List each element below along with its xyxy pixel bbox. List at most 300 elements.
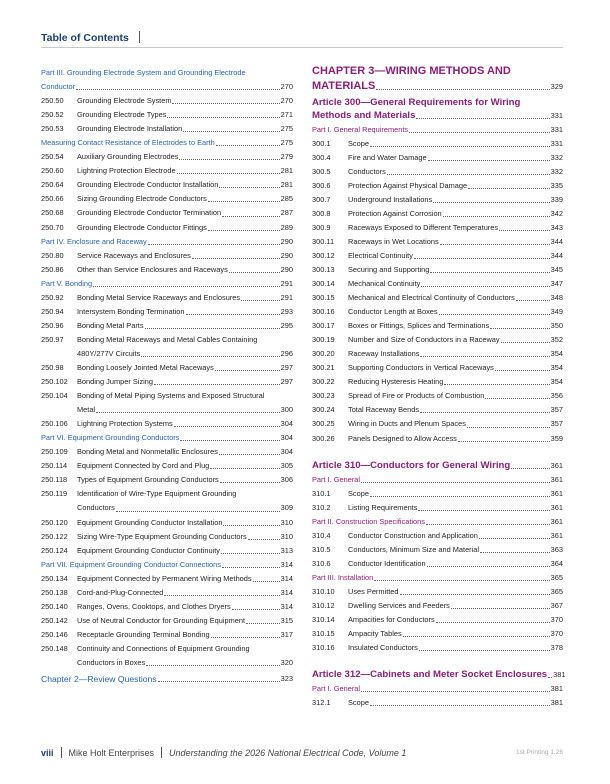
dot-leader <box>253 581 280 582</box>
toc-entry-number: 300.7 <box>312 194 331 204</box>
toc-entry-title: Identification of Wire-Type Equipment Grounding <box>77 489 237 499</box>
toc-entry-title: Equipment Connected by Cord and Plug <box>77 461 210 471</box>
toc-entry-title: Bonding Metal and Nonmetallic Enclosures <box>77 447 218 457</box>
toc-entry-title: Conductors <box>348 166 386 176</box>
toc-entry-number: 250.80 <box>41 250 64 260</box>
toc-entry[interactable] <box>312 417 563 431</box>
toc-entry[interactable] <box>312 403 563 417</box>
dot-leader <box>436 622 550 623</box>
toc-entry-title: Conductor Identification <box>348 558 426 568</box>
toc-entry[interactable] <box>41 206 293 220</box>
toc-entry-page: 350 <box>550 321 563 331</box>
toc-entry-number: 300.13 <box>312 264 335 274</box>
toc-entry-page: 289 <box>280 222 293 232</box>
toc-entry-number: 250.96 <box>41 320 64 330</box>
dot-leader <box>479 538 550 539</box>
toc-entry-title: Grounding Electrode System <box>77 96 172 106</box>
toc-entry-title: Wiring in Ducts and Plenum Spaces <box>348 419 466 429</box>
toc-entry-number: 300.5 <box>312 166 331 176</box>
toc-entry-title: Bonding Metal Raceways and Metal Cables Containing <box>77 334 258 344</box>
toc-part-heading[interactable]: Part III. Grounding Electrode System and Grounding Electrode <box>41 68 246 77</box>
toc-entry[interactable] <box>312 389 563 403</box>
footer-book-title: Understanding the 2026 National Electrical Code, Volume 1 <box>169 748 407 758</box>
toc-entry-number: 250.109 <box>41 447 68 457</box>
dot-leader <box>370 496 550 497</box>
toc-entry[interactable] <box>312 165 563 179</box>
toc-entry[interactable] <box>41 94 293 108</box>
dot-leader <box>172 103 279 104</box>
toc-entry[interactable] <box>41 642 293 656</box>
toc-entry[interactable] <box>41 150 293 164</box>
toc-entry-number: 310.1 <box>312 488 331 498</box>
toc-entry[interactable] <box>312 333 563 347</box>
toc-entry-page: 295 <box>280 320 293 330</box>
toc-entry[interactable] <box>312 319 563 333</box>
toc-entry-continued[interactable] <box>41 347 293 361</box>
toc-entry-title: Fire and Water Damage <box>348 152 427 162</box>
toc-entry-title: Intersystem Bonding Termination <box>77 306 185 316</box>
toc-entry-number: 250.119 <box>41 489 68 499</box>
toc-entry[interactable] <box>41 263 293 277</box>
toc-entry-title: Bonding Metal Service Raceways and Enclosures <box>77 292 241 302</box>
toc-entry-title: Raceways in Wet Locations <box>348 236 439 246</box>
toc-entry-title: Bonding Metal Parts <box>77 320 144 330</box>
dot-leader <box>248 539 280 540</box>
toc-entry-number: 250.50 <box>41 96 64 106</box>
toc-article-heading[interactable]: Article 310—Conductors for General Wiring 361 <box>312 459 563 471</box>
toc-entry-page: 310 <box>280 517 293 527</box>
toc-entry[interactable] <box>41 600 293 614</box>
dot-leader <box>211 637 280 638</box>
dot-leader <box>501 342 550 343</box>
toc-entry[interactable] <box>312 305 563 319</box>
toc-entry[interactable] <box>41 516 293 530</box>
dot-leader <box>444 384 549 385</box>
toc-entry-continued[interactable] <box>41 656 293 670</box>
dot-leader <box>490 328 549 329</box>
toc-entry-title: Supporting Conductors in Vertical Raceways <box>348 363 494 373</box>
toc-entry-number: 310.12 <box>312 601 335 610</box>
toc-entry[interactable] <box>312 151 563 165</box>
toc-entry[interactable] <box>41 628 293 642</box>
toc-entry-number: 250.98 <box>41 362 64 372</box>
toc-entry-number: 300.15 <box>312 293 335 303</box>
toc-entry-page: 361 <box>550 488 563 498</box>
toc-entry-title: Grounding Electrode Conductor Termination <box>77 208 222 218</box>
dot-leader <box>167 117 279 118</box>
toc-entry[interactable] <box>312 641 563 655</box>
toc-part-heading[interactable]: Part VII. Equipment Grounding Conductor Connections 314 <box>41 559 293 569</box>
toc-entry[interactable] <box>312 375 563 389</box>
dot-leader <box>177 173 280 174</box>
toc-entry[interactable] <box>312 613 563 627</box>
toc-article-heading[interactable]: Methods and Materials 331 <box>312 109 563 121</box>
toc-entry[interactable] <box>41 614 293 628</box>
toc-entry[interactable] <box>41 586 293 600</box>
toc-entry-number: 310.2 <box>312 502 331 512</box>
toc-entry-title: Conductors <box>77 503 115 513</box>
toc-entry[interactable] <box>41 375 293 389</box>
toc-entry-page: 347 <box>550 279 563 289</box>
dot-leader <box>430 272 549 273</box>
dot-leader <box>440 244 550 245</box>
toc-entry-title: Bonding Jumper Sizing <box>77 377 154 387</box>
toc-entry[interactable] <box>41 291 293 305</box>
toc-entry-page: 331 <box>550 138 563 148</box>
dot-leader <box>418 510 549 511</box>
toc-entry-page: 314 <box>280 573 293 583</box>
toc-entry-number: 250.64 <box>41 180 64 190</box>
toc-entry-number: 310.16 <box>312 643 335 653</box>
toc-entry-title: Bonding of Metal Piping Systems and Exposed Structural <box>77 391 265 401</box>
toc-entry[interactable] <box>312 696 563 710</box>
toc-entry-title: Lightning Protection Systems <box>77 419 173 429</box>
dot-leader <box>370 705 550 706</box>
toc-entry-title: Conductor Length at Boxes <box>348 307 438 317</box>
toc-entry-title: Conductors, Minimum Size and Material <box>348 544 480 554</box>
toc-entry-number: 300.8 <box>312 208 331 218</box>
toc-entry-page: 297 <box>280 362 293 372</box>
toc-entry[interactable] <box>41 164 293 178</box>
toc-entry-number: 300.26 <box>312 433 335 443</box>
toc-entry-number: 250.53 <box>41 124 64 134</box>
dot-leader <box>495 370 550 371</box>
toc-entry-number: 312.1 <box>312 698 331 708</box>
toc-part-heading[interactable]: Part VI. Equipment Grounding Conductors 304 <box>41 433 293 443</box>
toc-entry-number: 310.5 <box>312 544 331 554</box>
toc-entry-title: Grounding Electrode Conductor Installation <box>77 180 219 190</box>
toc-entry-page: 309 <box>280 503 293 513</box>
toc-entry-title: Grounding Electrode Types <box>77 110 167 120</box>
toc-entry[interactable] <box>41 544 293 558</box>
toc-entry-continued[interactable] <box>41 403 293 417</box>
toc-entry-number: 300.23 <box>312 391 335 401</box>
dot-leader <box>433 202 549 203</box>
toc-entry-number: 250.148 <box>41 643 68 653</box>
dot-leader <box>420 356 549 357</box>
toc-entry-title: Other than Service Enclosures and Raceways <box>77 264 228 274</box>
footer-printing: 1st Printing 1.26 <box>516 749 563 756</box>
toc-entry-title: Scope <box>348 698 369 708</box>
toc-entry[interactable] <box>41 221 293 235</box>
toc-entry-page: 344 <box>550 250 563 260</box>
toc-entry-page: 367 <box>550 601 563 610</box>
toc-entry-title: Dwelling Services and Feeders <box>348 601 450 610</box>
toc-entry-number: 300.4 <box>312 152 331 162</box>
toc-entry-title: Protection Against Corrosion <box>348 208 442 218</box>
toc-entry[interactable] <box>312 487 563 501</box>
toc-entry-number: 250.68 <box>41 208 64 218</box>
toc-entry-title: Uses Permitted <box>348 586 399 596</box>
toc-entry-number: 250.86 <box>41 264 64 274</box>
toc-entry[interactable] <box>312 599 563 613</box>
toc-entry-page: 332 <box>550 166 563 176</box>
toc-review-questions[interactable]: Chapter 2—Review Questions 323 <box>41 674 293 685</box>
toc-entry-page: 335 <box>550 180 563 190</box>
header-title: Table of Contents <box>41 32 129 44</box>
toc-entry-number: 310.15 <box>312 629 335 639</box>
toc-entry-page: 361 <box>550 502 563 512</box>
toc-entry-page: 361 <box>550 530 563 540</box>
dot-leader <box>146 665 279 666</box>
dot-leader <box>192 258 280 259</box>
toc-entry[interactable] <box>312 361 563 375</box>
toc-sub-heading[interactable]: Measuring Contact Resistance of Electrodes to Earth 275 <box>41 138 293 148</box>
toc-entry[interactable] <box>312 179 563 193</box>
dot-leader <box>370 146 550 147</box>
toc-entry-title: Underground Installations <box>348 194 433 204</box>
toc-entry-page: 320 <box>280 657 293 667</box>
toc-entry[interactable] <box>41 361 293 375</box>
toc-entry-title: Ampacity Tables <box>348 629 402 639</box>
toc-entry[interactable] <box>312 432 563 446</box>
dot-leader <box>222 216 280 217</box>
toc-entry-number: 300.6 <box>312 180 331 190</box>
toc-entry-title: Protection Against Physical Damage <box>348 180 468 190</box>
toc-entry[interactable] <box>312 627 563 641</box>
toc-entry-title: Mechanical Continuity <box>348 279 421 289</box>
toc-entry[interactable] <box>41 389 293 403</box>
toc-entry-page: 354 <box>550 363 563 373</box>
toc-entry-title: Types of Equipment Grounding Conductors <box>77 475 219 485</box>
toc-entry-page: 357 <box>550 405 563 415</box>
toc-entry-title: Panels Designed to Allow Access <box>348 433 457 443</box>
toc-entry-title: Service Raceways and Enclosures <box>77 250 191 260</box>
toc-entry[interactable] <box>312 347 563 361</box>
toc-entry-title: Sizing Grounding Electrode Conductors <box>77 194 207 204</box>
toc-chapter-heading[interactable]: MATERIALS 329 <box>312 79 563 92</box>
toc-entry[interactable] <box>312 137 563 151</box>
toc-entry-page: 281 <box>280 166 293 176</box>
toc-entry-title: Total Raceway Bends <box>348 405 420 415</box>
toc-entry-page: 342 <box>550 208 563 218</box>
toc-part-heading[interactable]: Part I. General 381 <box>312 684 563 694</box>
toc-entry-continued[interactable] <box>41 501 293 515</box>
toc-entry-title: Electrical Continuity <box>348 250 413 260</box>
toc-entry-page: 364 <box>550 558 563 568</box>
toc-entry-title: Listing Requirements <box>348 502 418 512</box>
toc-entry[interactable] <box>41 178 293 192</box>
toc-entry-number: 250.118 <box>41 475 68 485</box>
toc-entry-title: Securing and Supporting <box>348 264 430 274</box>
toc-entry-number: 300.21 <box>312 363 335 373</box>
toc-entry-title: Grounding Electrode Conductor Fittings <box>77 222 207 232</box>
toc-entry-number: 250.54 <box>41 152 64 162</box>
dot-leader <box>419 650 550 651</box>
toc-right-column <box>312 65 566 710</box>
toc-entry-number: 250.60 <box>41 166 64 176</box>
toc-entry-title: Sizing Wire-Type Equipment Grounding Conductors <box>77 531 247 541</box>
toc-entry-page: 345 <box>550 264 563 274</box>
dot-leader <box>451 608 550 609</box>
toc-entry[interactable] <box>312 207 563 221</box>
toc-entry-page: 290 <box>280 250 293 260</box>
toc-entry-number: 250.140 <box>41 601 68 611</box>
toc-entry-page: 290 <box>280 264 293 274</box>
toc-entry-page: 281 <box>280 180 293 190</box>
toc-entry[interactable] <box>312 277 563 291</box>
toc-entry[interactable] <box>312 585 563 599</box>
toc-entry[interactable] <box>41 192 293 206</box>
dot-leader <box>208 201 280 202</box>
toc-entry-number: 300.20 <box>312 349 335 359</box>
toc-entry-number: 300.11 <box>312 236 335 246</box>
header-divider <box>139 31 140 43</box>
toc-part-heading[interactable]: Conductor 270 <box>41 82 293 92</box>
toc-entry-page: 293 <box>280 306 293 316</box>
toc-entry-number: 300.16 <box>312 307 335 317</box>
toc-entry-number: 250.138 <box>41 587 68 597</box>
toc-chapter-heading[interactable]: CHAPTER 3—WIRING METHODS AND <box>312 65 511 77</box>
dot-leader <box>96 412 280 413</box>
toc-entry-number: 300.25 <box>312 419 335 429</box>
toc-entry-page: 354 <box>550 349 563 359</box>
toc-entry-page: 344 <box>550 236 563 246</box>
toc-entry-number: 250.94 <box>41 306 64 316</box>
dot-leader <box>186 314 280 315</box>
toc-entry[interactable] <box>41 487 293 501</box>
toc-entry[interactable] <box>312 235 563 249</box>
toc-part-heading[interactable]: Part V. Bonding 291 <box>41 278 293 288</box>
toc-entry[interactable] <box>312 263 563 277</box>
toc-entry-page: 304 <box>280 419 293 429</box>
toc-entry-number: 300.17 <box>312 321 335 331</box>
toc-entry[interactable] <box>41 473 293 487</box>
toc-entry-title: Raceway Installations <box>348 349 420 359</box>
toc-entry-title: Bonding Loosely Jointed Metal Raceways <box>77 362 214 372</box>
toc-entry-title: Ranges, Ovens, Cooktops, and Clothes Dryers <box>77 601 231 611</box>
header-rule <box>41 47 563 48</box>
toc-part-heading[interactable]: Part II. Construction Specifications 361 <box>312 516 563 526</box>
dot-leader <box>141 356 279 357</box>
toc-entry[interactable] <box>41 530 293 544</box>
toc-entry-title: Insulated Conductors <box>348 643 418 653</box>
toc-entry-page: 354 <box>550 377 563 387</box>
toc-entry[interactable] <box>41 333 293 347</box>
toc-entry-number: 250.92 <box>41 292 64 302</box>
dot-leader <box>219 187 279 188</box>
toc-part-heading[interactable]: Part I. General Requirements 331 <box>312 124 563 134</box>
dot-leader <box>467 427 550 428</box>
toc-entry[interactable] <box>312 501 563 515</box>
toc-entry-page: 305 <box>280 461 293 471</box>
toc-entry-page: 300 <box>280 405 293 415</box>
toc-entry[interactable] <box>41 459 293 473</box>
dot-leader <box>241 300 280 301</box>
toc-entry-page: 297 <box>280 377 293 387</box>
toc-entry-page: 363 <box>550 544 563 554</box>
toc-entry[interactable] <box>312 291 563 305</box>
dot-leader <box>443 216 550 217</box>
toc-entry-number: 300.9 <box>312 222 331 232</box>
toc-entry-title: Auxiliary Grounding Electrodes <box>77 152 179 162</box>
toc-entry-number: 250.134 <box>41 573 68 583</box>
toc-entry[interactable] <box>312 543 563 557</box>
toc-entry[interactable] <box>312 249 563 263</box>
toc-entry[interactable] <box>41 445 293 459</box>
toc-part-heading[interactable]: Part III. Installation 365 <box>312 572 563 582</box>
dot-leader <box>221 553 280 554</box>
toc-entry-page: 339 <box>550 194 563 204</box>
toc-entry-page: 332 <box>550 152 563 162</box>
toc-entry[interactable] <box>312 557 563 571</box>
toc-entry-page: 287 <box>280 208 293 218</box>
toc-entry-page: 314 <box>280 601 293 611</box>
toc-entry-number: 250.104 <box>41 391 68 401</box>
toc-entry-page: 271 <box>280 110 293 120</box>
toc-article-heading[interactable]: Article 312—Cabinets and Meter Socket Enclosures 381 <box>312 669 566 681</box>
toc-entry-number: 310.4 <box>312 530 331 540</box>
toc-entry-title: Mechanical and Electrical Continuity of Conductors <box>348 293 515 303</box>
toc-entry[interactable] <box>41 417 293 431</box>
toc-entry-title: Use of Neutral Conductor for Grounding Equipment <box>77 615 246 625</box>
dot-leader <box>232 609 280 610</box>
toc-entry-page: 370 <box>550 629 563 639</box>
toc-entry-number: 310.6 <box>312 558 331 568</box>
toc-entry-number: 250.114 <box>41 461 68 471</box>
toc-entry-number: 300.22 <box>312 377 335 387</box>
toc-entry[interactable] <box>312 529 563 543</box>
dot-leader <box>516 300 550 301</box>
dot-leader <box>480 552 550 553</box>
toc-entry-page: 348 <box>550 293 563 303</box>
toc-entry-number: 250.124 <box>41 545 68 555</box>
toc-entry-page: 315 <box>280 615 293 625</box>
dot-leader <box>414 258 550 259</box>
toc-entry-number: 250.120 <box>41 517 68 527</box>
toc-article-heading[interactable]: Article 300—General Requirements for Wiring <box>312 96 521 108</box>
dot-leader <box>223 525 279 526</box>
toc-entry[interactable] <box>41 305 293 319</box>
toc-entry[interactable] <box>41 108 293 122</box>
toc-entry-number: 300.1 <box>312 138 331 148</box>
toc-entry-title: Metal <box>77 405 96 415</box>
toc-entry[interactable] <box>41 249 293 263</box>
toc-entry[interactable] <box>41 319 293 333</box>
toc-entry-number: 300.19 <box>312 335 335 345</box>
toc-entry[interactable] <box>312 193 563 207</box>
dot-leader <box>420 412 550 413</box>
dot-leader <box>219 454 280 455</box>
toc-entry-number: 300.12 <box>312 250 335 260</box>
dot-leader <box>421 286 549 287</box>
toc-entry-page: 275 <box>280 124 293 134</box>
toc-entry-page: 381 <box>550 698 563 708</box>
toc-entry-page: 356 <box>550 391 563 401</box>
dot-leader <box>499 230 550 231</box>
toc-entry-page: 359 <box>550 433 563 443</box>
dot-leader <box>220 482 280 483</box>
toc-entry[interactable] <box>41 572 293 586</box>
dot-leader <box>485 398 549 399</box>
toc-entry-page: 357 <box>550 419 563 429</box>
toc-entry-title: Lightning Protection Electrode <box>77 166 176 176</box>
toc-entry-page: 304 <box>280 447 293 457</box>
toc-part-heading[interactable]: Part IV. Enclosure and Raceway 290 <box>41 236 293 246</box>
toc-entry[interactable] <box>41 122 293 136</box>
toc-part-heading[interactable]: Part I. General 361 <box>312 474 563 484</box>
toc-entry[interactable] <box>312 221 563 235</box>
toc-entry-title: Continuity and Connections of Equipment Grounding <box>77 643 250 653</box>
toc-entry-number: 250.102 <box>41 377 68 387</box>
dot-leader <box>179 159 279 160</box>
toc-entry-number: 300.24 <box>312 405 335 415</box>
toc-entry-number: 250.106 <box>41 419 68 429</box>
toc-entry-title: Reducing Hysteresis Heating <box>348 377 444 387</box>
toc-entry-title: Grounding Electrode Installation <box>77 124 183 134</box>
toc-entry-title: Spread of Fire or Products of Combustion <box>348 391 485 401</box>
dot-leader <box>145 328 280 329</box>
